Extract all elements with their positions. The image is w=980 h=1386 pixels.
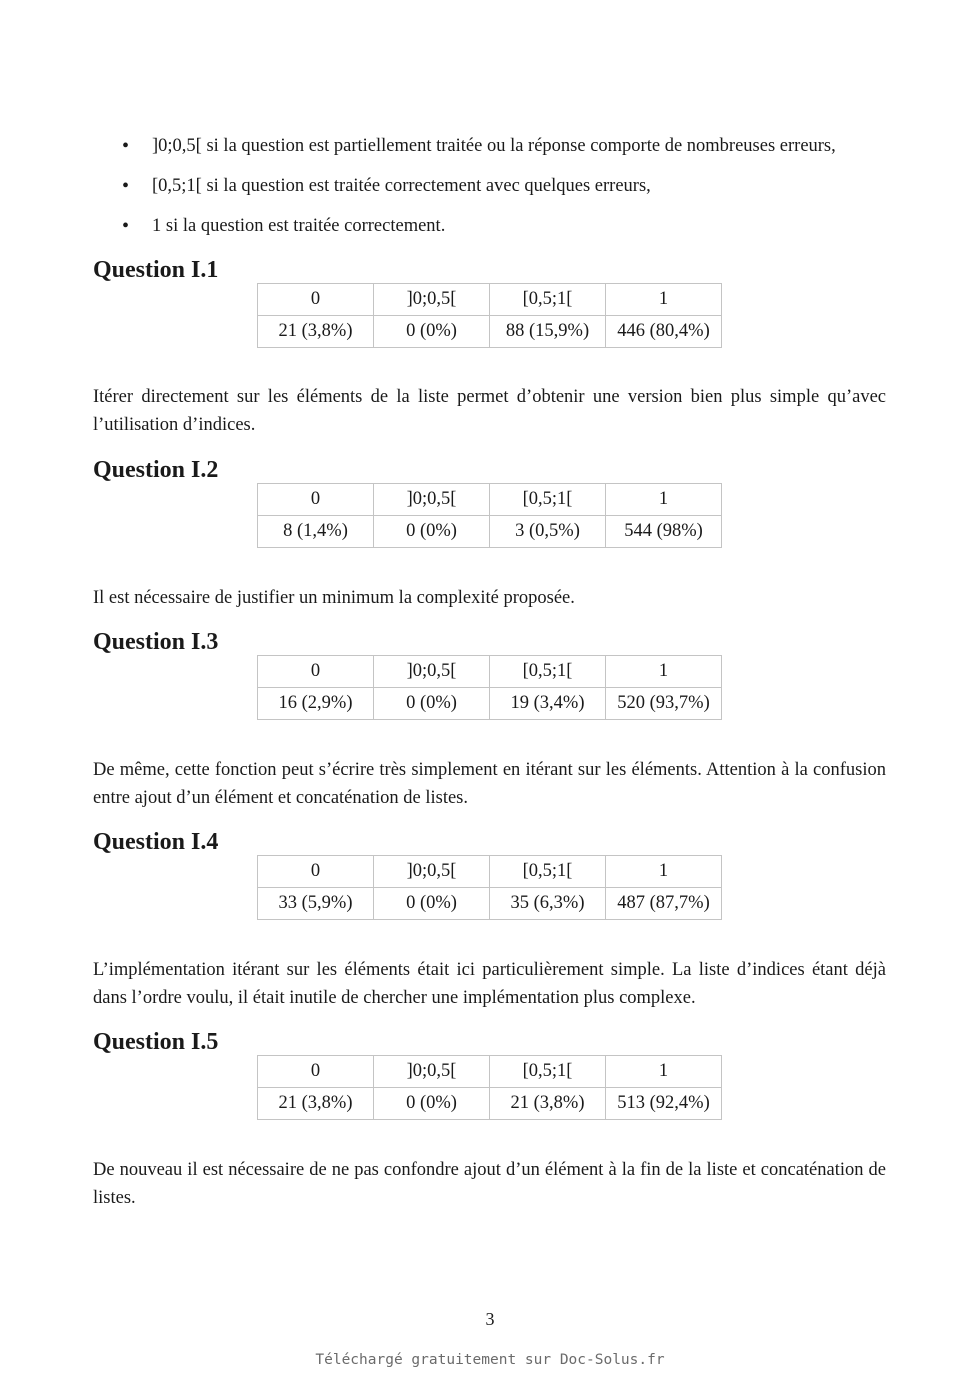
question-title: Question I.4	[93, 829, 219, 855]
results-table	[257, 483, 722, 548]
table-row	[258, 688, 722, 720]
table-header-cell: 0	[258, 656, 374, 688]
table-cell: 446 (80,4%)	[606, 316, 722, 348]
table-header-row	[258, 856, 722, 888]
table-header-cell: ]0;0,5[	[374, 656, 490, 688]
table-header-cell: [0,5;1[	[490, 484, 606, 516]
footer-credit: Téléchargé gratuitement sur Doc-Solus.fr	[315, 1352, 665, 1368]
list-item: • ]0;0,5[ si la question est partiellement traitée ou la réponse comporte de nombreuses erreurs,	[120, 132, 900, 172]
table-header-cell: ]0;0,5[	[374, 856, 490, 888]
table-cell: 3 (0,5%)	[490, 516, 606, 548]
table-cell: 16 (2,9%)	[258, 688, 374, 720]
table-cell: 520 (93,7%)	[606, 688, 722, 720]
table-cell: 544 (98%)	[606, 516, 722, 548]
table-cell: 0 (0%)	[374, 688, 490, 720]
table-header-cell: ]0;0,5[	[374, 284, 490, 316]
table-header-cell: 0	[258, 484, 374, 516]
question-comment: Il est nécessaire de justifier un minimum la complexité proposée.	[93, 588, 575, 608]
question-title: Question I.1	[93, 257, 219, 283]
table-header-cell: [0,5;1[	[490, 656, 606, 688]
table-header-cell: 0	[258, 1056, 374, 1088]
question-comment: L’implémentation itérant sur les éléments était ici particulièrement simple. La liste d’indices étant déjà dans l’ordre voulu, il était inutile de chercher une implémentation plus complexe.	[93, 960, 886, 1008]
table-header-cell: 1	[606, 1056, 722, 1088]
question-comment: De nouveau il est nécessaire de ne pas confondre ajout d’un élément à la fin de la liste et concaténation de listes.	[93, 1160, 886, 1208]
table-header-row	[258, 484, 722, 516]
question-title: Question I.2	[93, 457, 219, 483]
table-cell: 0 (0%)	[374, 316, 490, 348]
table-row	[258, 1088, 722, 1120]
table-header-cell: 1	[606, 284, 722, 316]
question-comment: Itérer directement sur les éléments de la liste permet d’obtenir une version bien plus simple qu’avec l’utilisation d’indices.	[93, 387, 886, 435]
question-comment: De même, cette fonction peut s’écrire très simplement en itérant sur les éléments. Attention à la confusion entre ajout d’un élément et concaténation de listes.	[93, 760, 886, 808]
table-cell: 8 (1,4%)	[258, 516, 374, 548]
results-table	[257, 283, 722, 348]
table-cell: 21 (3,8%)	[490, 1088, 606, 1120]
table-row	[258, 516, 722, 548]
table-row	[258, 316, 722, 348]
table-cell: 0 (0%)	[374, 516, 490, 548]
page-number: 3	[485, 1309, 495, 1329]
list-item: • 1 si la question est traitée correctement.	[120, 212, 900, 252]
results-table	[257, 1055, 722, 1120]
table-cell: 21 (3,8%)	[258, 1088, 374, 1120]
table-cell: 21 (3,8%)	[258, 316, 374, 348]
table-header-cell: 0	[258, 284, 374, 316]
table-row	[258, 888, 722, 920]
table-cell: 0 (0%)	[374, 888, 490, 920]
list-item: • [0,5;1[ si la question est traitée correctement avec quelques erreurs,	[120, 172, 900, 212]
table-header-cell: 1	[606, 656, 722, 688]
table-cell: 487 (87,7%)	[606, 888, 722, 920]
results-table	[257, 655, 722, 720]
table-header-cell: [0,5;1[	[490, 1056, 606, 1088]
table-cell: 19 (3,4%)	[490, 688, 606, 720]
table-header-row	[258, 656, 722, 688]
table-cell: 33 (5,9%)	[258, 888, 374, 920]
question-title: Question I.3	[93, 629, 219, 655]
table-header-cell: 0	[258, 856, 374, 888]
table-header-cell: ]0;0,5[	[374, 484, 490, 516]
table-cell: 513 (92,4%)	[606, 1088, 722, 1120]
table-header-cell: [0,5;1[	[490, 284, 606, 316]
table-cell: 35 (6,3%)	[490, 888, 606, 920]
table-cell: 0 (0%)	[374, 1088, 490, 1120]
table-header-cell: 1	[606, 484, 722, 516]
results-table	[257, 855, 722, 920]
table-cell: 88 (15,9%)	[490, 316, 606, 348]
table-header-cell: 1	[606, 856, 722, 888]
table-header-cell: [0,5;1[	[490, 856, 606, 888]
table-header-cell: ]0;0,5[	[374, 1056, 490, 1088]
table-header-row	[258, 284, 722, 316]
grading-scale-list	[120, 132, 900, 252]
table-header-row	[258, 1056, 722, 1088]
question-title: Question I.5	[93, 1029, 219, 1055]
